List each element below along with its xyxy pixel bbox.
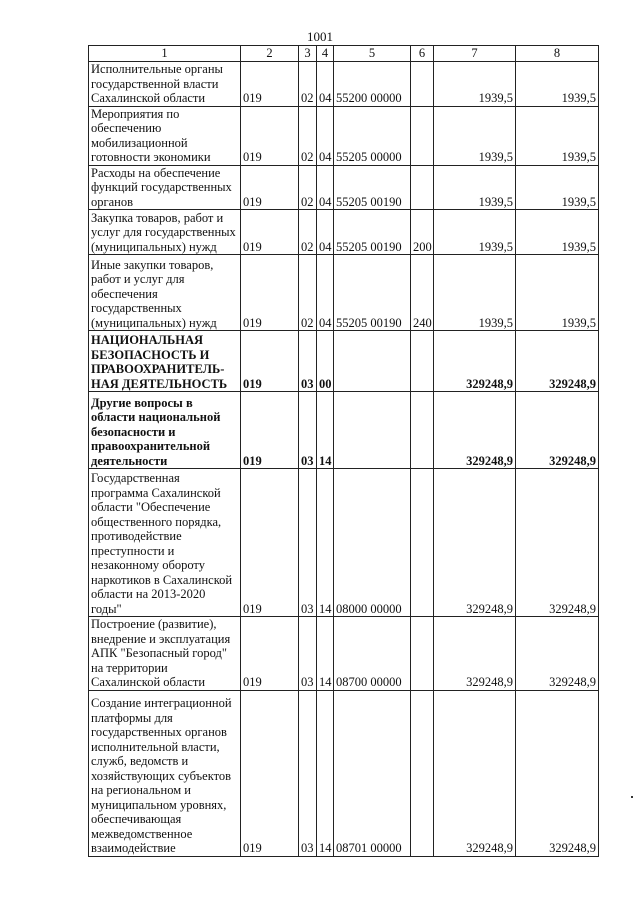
row-section: 02: [299, 210, 317, 255]
row-section: 03: [299, 331, 317, 392]
row-target: 55205 00000: [334, 106, 411, 165]
row-target: 55205 00190: [334, 210, 411, 255]
row-sum-2: 1939,5: [516, 210, 599, 255]
row-target: 55200 00000: [334, 62, 411, 107]
row-section: 03: [299, 617, 317, 691]
row-target: 08000 00000: [334, 469, 411, 617]
table-row: [89, 469, 599, 617]
row-target: 08701 00000: [334, 690, 411, 856]
row-expense-type: [411, 165, 434, 210]
row-subsection: 14: [317, 690, 334, 856]
row-expense-type: [411, 62, 434, 107]
row-section: 02: [299, 106, 317, 165]
row-admin: 019: [241, 255, 299, 331]
row-sum-2: 329248,9: [516, 469, 599, 617]
table-row: [89, 106, 599, 165]
header-row: [89, 46, 599, 62]
header-cell: 6: [411, 46, 434, 62]
row-name: Построение (развитие), внедрение и эксплуатация АПК "Безопасный город" на территории Сахалинской области: [89, 617, 241, 691]
row-target: 55205 00190: [334, 165, 411, 210]
row-sum-2: 329248,9: [516, 331, 599, 392]
row-sum-1: 329248,9: [434, 331, 516, 392]
table-row: [89, 617, 599, 691]
row-name: Расходы на обеспечение функций государственных органов: [89, 165, 241, 210]
row-sum-1: 1939,5: [434, 106, 516, 165]
row-sum-2: 1939,5: [516, 62, 599, 107]
row-admin: 019: [241, 331, 299, 392]
row-subsection: 14: [317, 469, 334, 617]
scan-speck: [631, 796, 633, 798]
row-admin: 019: [241, 62, 299, 107]
row-target: [334, 392, 411, 469]
row-subsection: 04: [317, 62, 334, 107]
row-section: 03: [299, 690, 317, 856]
page-number: 1001: [307, 29, 333, 44]
row-expense-type: [411, 392, 434, 469]
row-admin: 019: [241, 469, 299, 617]
header-cell: 5: [334, 46, 411, 62]
row-expense-type: [411, 690, 434, 856]
row-section: 02: [299, 255, 317, 331]
row-target: 08700 00000: [334, 617, 411, 691]
row-sum-1: 1939,5: [434, 62, 516, 107]
row-sum-1: 1939,5: [434, 255, 516, 331]
row-subsection: 04: [317, 255, 334, 331]
row-sum-2: 1939,5: [516, 255, 599, 331]
row-name: Другие вопросы в области национальной безопасности и правоохранительной деятельности: [89, 392, 241, 469]
row-sum-1: 1939,5: [434, 210, 516, 255]
row-admin: 019: [241, 617, 299, 691]
budget-table: [88, 45, 599, 857]
row-sum-2: 1939,5: [516, 106, 599, 165]
header-cell: 7: [434, 46, 516, 62]
row-sum-1: 329248,9: [434, 690, 516, 856]
row-target: 55205 00190: [334, 255, 411, 331]
row-expense-type: [411, 469, 434, 617]
row-expense-type: 200: [411, 210, 434, 255]
row-section: 02: [299, 62, 317, 107]
row-name: Мероприятия по обеспечению мобилизационной готовности экономики: [89, 106, 241, 165]
row-section: 03: [299, 469, 317, 617]
header-cell: 2: [241, 46, 299, 62]
row-sum-2: 329248,9: [516, 392, 599, 469]
table-row: [89, 392, 599, 469]
row-name: НАЦИОНАЛЬНАЯ БЕЗОПАСНОСТЬ И ПРАВООХРАНИТЕЛЬ-НАЯ ДЕЯТЕЛЬНОСТЬ: [89, 331, 241, 392]
row-name: Иные закупки товаров, работ и услуг для обеспечения государственных (муниципальных) нужд: [89, 255, 241, 331]
row-sum-1: 329248,9: [434, 617, 516, 691]
row-subsection: 04: [317, 165, 334, 210]
row-sum-2: 1939,5: [516, 165, 599, 210]
row-admin: 019: [241, 106, 299, 165]
header-cell: 3: [299, 46, 317, 62]
row-subsection: 00: [317, 331, 334, 392]
header-cell: 4: [317, 46, 334, 62]
row-sum-1: 1939,5: [434, 165, 516, 210]
row-sum-1: 329248,9: [434, 392, 516, 469]
row-expense-type: 240: [411, 255, 434, 331]
row-sum-2: 329248,9: [516, 617, 599, 691]
row-target: [334, 331, 411, 392]
row-expense-type: [411, 617, 434, 691]
row-admin: 019: [241, 392, 299, 469]
row-expense-type: [411, 331, 434, 392]
table-row: [89, 331, 599, 392]
row-subsection: 04: [317, 106, 334, 165]
row-section: 03: [299, 392, 317, 469]
table-row: [89, 210, 599, 255]
row-sum-1: 329248,9: [434, 469, 516, 617]
row-subsection: 14: [317, 392, 334, 469]
row-section: 02: [299, 165, 317, 210]
row-name: Государственная программа Сахалинской области "Обеспечение общественного порядка, противодействие преступности и незаконному обороту наркотиков в Сахалинской области на 2013-2020 годы": [89, 469, 241, 617]
row-admin: 019: [241, 690, 299, 856]
row-name: Закупка товаров, работ и услуг для государственных (муниципальных) нужд: [89, 210, 241, 255]
table-row: [89, 165, 599, 210]
table-row: [89, 690, 599, 856]
table-row: [89, 62, 599, 107]
row-sum-2: 329248,9: [516, 690, 599, 856]
row-subsection: 04: [317, 210, 334, 255]
table-row: [89, 255, 599, 331]
row-admin: 019: [241, 210, 299, 255]
header-cell: 8: [516, 46, 599, 62]
row-name: Исполнительные органы государственной власти Сахалинской области: [89, 62, 241, 107]
header-cell: 1: [89, 46, 241, 62]
row-admin: 019: [241, 165, 299, 210]
row-expense-type: [411, 106, 434, 165]
row-name: Создание интеграционной платформы для государственных органов исполнительной власти, служб, ведомств и хозяйствующих субъектов на региональном и муниципальном уровнях, обеспечивающая межведомственное взаимодействие: [89, 690, 241, 856]
row-subsection: 14: [317, 617, 334, 691]
